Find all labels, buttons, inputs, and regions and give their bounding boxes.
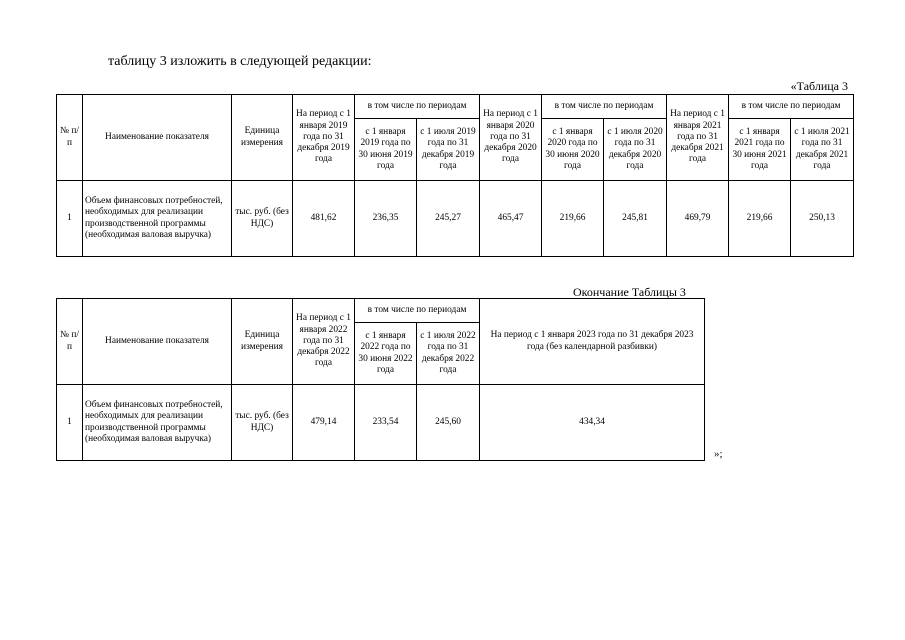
- intro-text: таблицу 3 изложить в следующей редакции:: [108, 54, 372, 69]
- header-name: Наименование показателя: [83, 95, 232, 181]
- value-2019-h1: 236,35: [355, 181, 417, 257]
- table-2: [56, 298, 705, 461]
- row-num: 1: [57, 181, 83, 257]
- table-1: [56, 94, 854, 257]
- header-period-2019: На период с 1 января 2019 года по 31 декабря 2019 года: [293, 95, 355, 181]
- header-period-2022: На период с 1 января 2022 года по 31 декабря 2022 года: [293, 299, 355, 385]
- header-incl-2021: в том числе по периодам: [729, 95, 854, 119]
- row-num: 1: [57, 385, 83, 461]
- closing-quote: »;: [714, 448, 723, 460]
- value-2022-h2: 245,60: [417, 385, 480, 461]
- header-2021-h2: с 1 июля 2021 года по 31 декабря 2021 года: [791, 119, 854, 181]
- table-row: [57, 385, 705, 461]
- value-2022-h1: 233,54: [355, 385, 417, 461]
- value-2020-h2: 245,81: [604, 181, 667, 257]
- value-2020-h1: 219,66: [542, 181, 604, 257]
- header-incl-2020: в том числе по периодам: [542, 95, 667, 119]
- header-2020-h1: с 1 января 2020 года по 30 июня 2020 года: [542, 119, 604, 181]
- header-unit: Единица измерения: [232, 299, 293, 385]
- row-unit: тыс. руб. (без НДС): [232, 181, 293, 257]
- header-2021-h1: с 1 января 2021 года по 30 июня 2021 года: [729, 119, 791, 181]
- row-unit: тыс. руб. (без НДС): [232, 385, 293, 461]
- table-2-caption: Окончание Таблицы 3: [573, 285, 686, 299]
- row-name: Объем финансовых потребностей, необходимых для реализации производственной программы (необходимая валовая выручка): [83, 385, 232, 461]
- value-2022: 479,14: [293, 385, 355, 461]
- header-2020-h2: с 1 июля 2020 года по 31 декабря 2020 года: [604, 119, 667, 181]
- header-2019-h2: с 1 июля 2019 года по 31 декабря 2019 года: [417, 119, 480, 181]
- table-row: [57, 181, 854, 257]
- table-1-caption: «Таблица 3: [790, 79, 848, 93]
- row-name: Объем финансовых потребностей, необходимых для реализации производственной программы (необходимая валовая выручка): [83, 181, 232, 257]
- header-num: № п/п: [57, 95, 83, 181]
- value-2021-h1: 219,66: [729, 181, 791, 257]
- value-2023: 434,34: [480, 385, 705, 461]
- value-2021-h2: 250,13: [791, 181, 854, 257]
- header-unit: Единица измерения: [232, 95, 293, 181]
- header-2019-h1: с 1 января 2019 года по 30 июня 2019 года: [355, 119, 417, 181]
- value-2019: 481,62: [293, 181, 355, 257]
- header-period-2020: На период с 1 января 2020 года по 31 декабря 2020 года: [480, 95, 542, 181]
- header-period-2021: На период с 1 января 2021 года по 31 декабря 2021 года: [667, 95, 729, 181]
- header-2022-h1: с 1 января 2022 года по 30 июня 2022 года: [355, 323, 417, 385]
- header-period-2023: На период с 1 января 2023 года по 31 декабря 2023 года (без календарной разбивки): [480, 299, 705, 385]
- value-2019-h2: 245,27: [417, 181, 480, 257]
- value-2021: 469,79: [667, 181, 729, 257]
- value-2020: 465,47: [480, 181, 542, 257]
- header-num: № п/п: [57, 299, 83, 385]
- header-incl-2022: в том числе по периодам: [355, 299, 480, 323]
- header-2022-h2: с 1 июля 2022 года по 31 декабря 2022 года: [417, 323, 480, 385]
- header-incl-2019: в том числе по периодам: [355, 95, 480, 119]
- header-name: Наименование показателя: [83, 299, 232, 385]
